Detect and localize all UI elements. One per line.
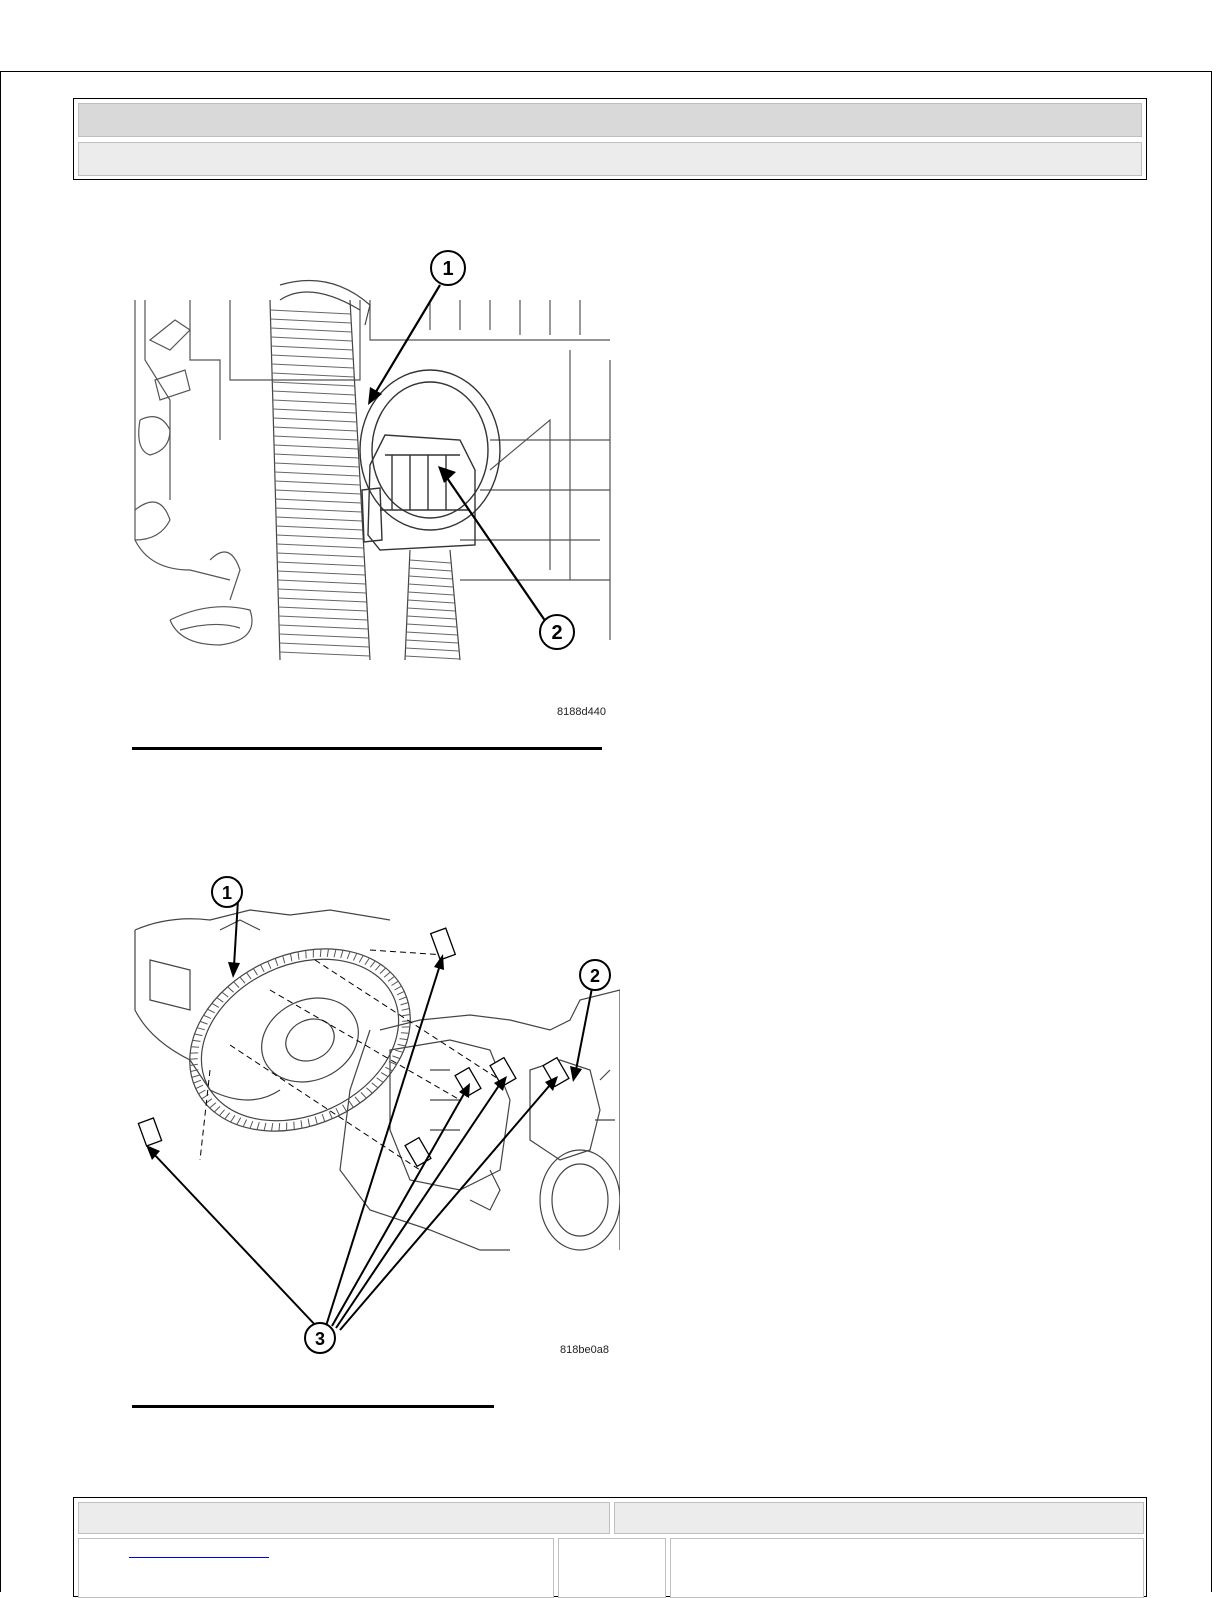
drawing-stroke [253, 969, 257, 976]
drawing-stroke [402, 1015, 410, 1016]
drawing-stroke [196, 1085, 203, 1088]
drawing-stroke [247, 973, 252, 980]
drawing-stroke [408, 584, 453, 587]
callout-2-label: 2 [590, 966, 600, 986]
footer-cell-link [78, 1538, 554, 1598]
footer-table [73, 1497, 1147, 1597]
header-table [73, 98, 1147, 180]
drawing-stroke [273, 409, 356, 413]
footer-link[interactable] [129, 1557, 269, 1558]
drawing-stroke [272, 1123, 273, 1131]
drawing-stroke [343, 1105, 347, 1112]
drawing-stroke [401, 1033, 409, 1034]
drawing-stroke [349, 1101, 354, 1108]
drawing-stroke [395, 1050, 403, 1052]
drawing-stroke [261, 965, 265, 972]
drawing-stroke [294, 1122, 295, 1130]
drawing-stroke [237, 1118, 241, 1125]
drawing-stroke [272, 364, 354, 368]
drawing-stroke [392, 981, 399, 985]
drawing-stroke [277, 562, 364, 566]
drawing-stroke [228, 987, 234, 992]
drawing-stroke [279, 607, 368, 611]
figure-id: 8188d440 [557, 706, 606, 718]
drawing-stroke [407, 624, 457, 627]
drawing-stroke [278, 589, 366, 593]
footer-cell-left [78, 1502, 610, 1534]
drawing-stroke [214, 1106, 220, 1112]
drawing-stroke [406, 648, 459, 651]
drawing-stroke [279, 616, 368, 620]
drawing-stroke [275, 463, 360, 467]
drawing-stroke [279, 1123, 280, 1131]
drawing-stroke [197, 1028, 205, 1030]
drawing-stroke [370, 961, 375, 967]
drawing-stroke [208, 1009, 215, 1013]
drawing-stroke [257, 1122, 259, 1130]
drawing-stroke [240, 977, 245, 983]
drawing-stroke [301, 1120, 302, 1128]
drawing-stroke [380, 968, 386, 974]
drawing-stroke [377, 1078, 384, 1083]
drawing-stroke [276, 499, 362, 503]
drawing-stroke [271, 328, 352, 332]
drawing-stroke [278, 571, 366, 575]
header-subtitle-bar [78, 142, 1142, 176]
drawing-stroke [195, 1034, 203, 1036]
figure-flexplate-illustration [130, 870, 620, 1360]
drawing-stroke [392, 1056, 400, 1059]
callout-3-label: 3 [315, 1329, 325, 1349]
drawing-stroke [407, 608, 455, 611]
drawing-stroke [274, 445, 358, 449]
drawing-stroke [409, 568, 451, 571]
drawing-stroke [347, 952, 350, 960]
footer-cell-right [614, 1502, 1144, 1534]
drawing-stroke [388, 976, 394, 981]
drawing-stroke [399, 997, 407, 1000]
callout-1-label: 1 [222, 883, 232, 903]
drawing-stroke [406, 632, 457, 635]
drawing-stroke [273, 391, 356, 395]
drawing-stroke [231, 1115, 235, 1122]
callout-2-label: 2 [551, 622, 562, 644]
drawing-stroke [407, 616, 456, 619]
drawing-stroke [275, 958, 278, 966]
drawing-stroke [194, 1080, 202, 1083]
drawing-stroke [234, 982, 240, 988]
drawing-stroke [276, 526, 362, 530]
drawing-stroke [190, 1059, 198, 1060]
drawing-stroke [272, 373, 354, 377]
drawing-stroke [271, 319, 352, 323]
drawing-stroke [212, 1003, 219, 1007]
drawing-stroke [397, 991, 404, 994]
drawing-stroke [219, 1110, 224, 1116]
drawing-stroke [200, 1021, 208, 1024]
drawing-stroke [278, 598, 366, 602]
drawing-stroke [264, 1123, 266, 1131]
drawing-stroke [341, 950, 343, 958]
drawing-stroke [204, 1015, 211, 1018]
footer-cell-middle [558, 1538, 666, 1598]
divider-rule [132, 1405, 494, 1408]
drawing-stroke [315, 1117, 317, 1125]
drawing-stroke [277, 544, 364, 548]
drawing-stroke [279, 634, 368, 638]
figure-id: 818be0a8 [560, 1344, 609, 1356]
drawing-stroke [271, 337, 352, 341]
drawing-stroke [401, 1003, 409, 1005]
drawing-stroke [385, 1067, 392, 1071]
drawing-stroke [402, 1009, 410, 1011]
drawing-stroke [273, 400, 356, 404]
drawing-stroke [222, 992, 228, 997]
drawing-stroke [271, 346, 352, 350]
connector-line-drawing [130, 240, 620, 730]
divider-rule [132, 747, 602, 750]
callout-1-label: 1 [442, 258, 453, 280]
header-title-bar [78, 103, 1142, 137]
drawing-stroke [355, 1097, 360, 1103]
drawing-stroke [405, 656, 459, 659]
drawing-stroke [277, 535, 364, 539]
drawing-stroke [272, 382, 354, 386]
drawing-stroke [298, 952, 299, 960]
drawing-stroke [395, 986, 402, 990]
drawing-stroke [336, 1108, 340, 1115]
drawing-stroke [320, 949, 321, 957]
drawing-stroke [210, 1103, 216, 1108]
drawing-stroke [365, 958, 369, 965]
drawing-stroke [190, 1064, 198, 1065]
drawing-stroke [225, 1113, 230, 1119]
drawing-stroke [353, 953, 356, 960]
drawing-stroke [272, 355, 354, 359]
figure-connector-illustration [130, 240, 620, 730]
drawing-stroke [308, 1119, 310, 1127]
drawing-stroke [270, 310, 350, 314]
drawing-stroke [410, 560, 451, 563]
drawing-stroke [375, 964, 380, 970]
drawing-stroke [191, 1047, 199, 1048]
drawing-stroke [193, 1040, 201, 1041]
drawing-stroke [280, 652, 370, 656]
drawing-stroke [274, 454, 358, 458]
drawing-stroke [283, 956, 285, 964]
drawing-stroke [384, 972, 390, 977]
drawing-stroke [278, 580, 366, 584]
drawing-stroke [192, 1075, 200, 1077]
drawing-stroke [275, 490, 360, 494]
drawing-stroke [275, 481, 360, 485]
drawing-stroke [250, 1121, 253, 1129]
drawing-stroke [268, 961, 271, 968]
drawing-stroke [408, 600, 455, 603]
drawing-stroke [274, 436, 358, 440]
drawing-stroke [280, 643, 370, 647]
drawing-stroke [361, 1092, 367, 1098]
drawing-stroke [406, 640, 458, 643]
drawing-stroke [290, 954, 292, 962]
drawing-stroke [408, 592, 454, 595]
drawing-stroke [327, 949, 328, 957]
drawing-stroke [199, 1090, 206, 1094]
drawing-stroke [279, 625, 368, 629]
drawing-stroke [398, 1044, 406, 1046]
drawing-stroke [276, 508, 362, 512]
drawing-stroke [334, 949, 336, 957]
drawing-stroke [367, 1088, 373, 1093]
footer-cell-end [670, 1538, 1144, 1598]
drawing-stroke [277, 553, 364, 557]
drawing-stroke [372, 1083, 378, 1088]
drawing-stroke [359, 955, 363, 962]
drawing-stroke [409, 576, 453, 579]
drawing-stroke [243, 1120, 246, 1127]
drawing-stroke [273, 418, 356, 422]
drawing-stroke [217, 998, 224, 1003]
drawing-stroke [306, 950, 307, 958]
drawing-stroke [322, 1114, 325, 1122]
drawing-stroke [400, 1039, 408, 1040]
drawing-stroke [274, 427, 358, 431]
drawing-stroke [276, 517, 362, 521]
flexplate-line-drawing [130, 870, 620, 1360]
drawing-stroke [275, 472, 360, 476]
drawing-stroke [381, 1073, 388, 1077]
